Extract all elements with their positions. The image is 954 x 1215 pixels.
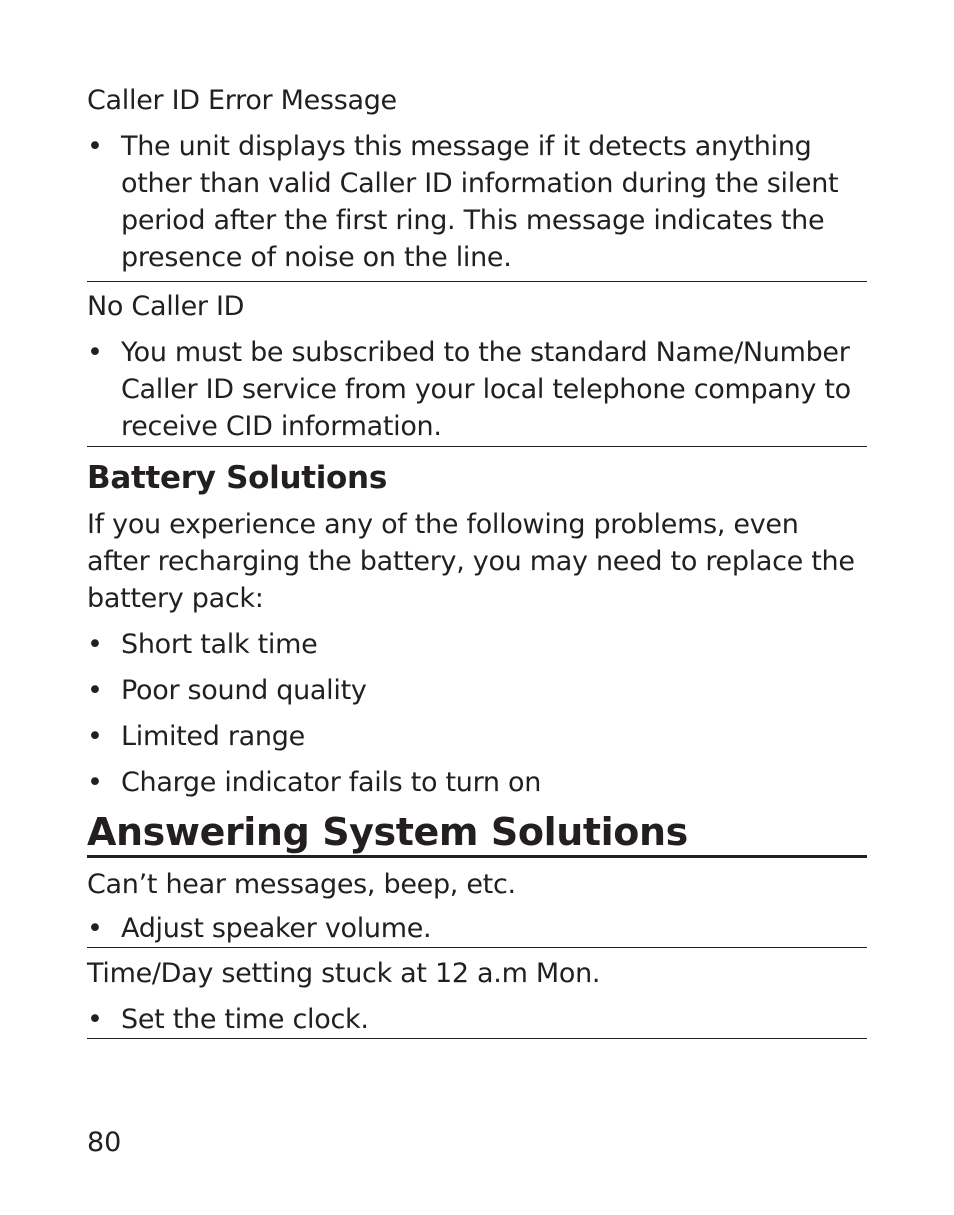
section-battery-solutions bbox=[87, 458, 867, 801]
bullet-list bbox=[87, 910, 867, 947]
bullet-list bbox=[87, 128, 867, 276]
section-divider bbox=[87, 281, 867, 282]
list-item-text: Short talk time bbox=[121, 629, 318, 660]
bullet-icon: • bbox=[87, 337, 103, 368]
list-item-text: You must be subscribed to the standard Name/Number Caller ID service from your local telephone company to receive CID information. bbox=[121, 337, 851, 442]
section-caller-id-error bbox=[87, 82, 867, 276]
bullet-list bbox=[87, 626, 867, 801]
list-item-text: Poor sound quality bbox=[121, 675, 367, 706]
section-divider bbox=[87, 947, 867, 948]
list-item bbox=[87, 718, 867, 755]
list-item bbox=[87, 1001, 867, 1038]
section-label: Caller ID Error Message bbox=[87, 85, 397, 116]
bullet-icon: • bbox=[87, 629, 103, 660]
list-item-text: The unit displays this message if it detects anything other than valid Caller ID information during the silent period after the first ring. This message indicates the presence of noise on the line. bbox=[121, 131, 839, 273]
bullet-icon: • bbox=[87, 913, 103, 944]
bullet-icon: • bbox=[87, 767, 103, 798]
manual-page-content bbox=[87, 82, 867, 1039]
list-item bbox=[87, 334, 867, 445]
section-divider bbox=[87, 1038, 867, 1039]
intro-paragraph: If you experience any of the following problems, even after recharging the battery, you may need to replace the battery pack: bbox=[87, 509, 855, 614]
answering-item bbox=[87, 955, 867, 1038]
list-item-text: Set the time clock. bbox=[121, 1004, 369, 1035]
bullet-list bbox=[87, 334, 867, 445]
bullet-list bbox=[87, 1001, 867, 1038]
section-no-caller-id bbox=[87, 288, 867, 445]
section-title: Answering System Solutions bbox=[87, 810, 688, 854]
answering-item bbox=[87, 866, 867, 947]
section-label: Can’t hear messages, beep, etc. bbox=[87, 869, 516, 900]
list-item-text: Limited range bbox=[121, 721, 305, 752]
section-answering-system-solutions bbox=[87, 809, 867, 1039]
bullet-icon: • bbox=[87, 675, 103, 706]
list-item bbox=[87, 764, 867, 801]
section-divider bbox=[87, 446, 867, 447]
section-label: No Caller ID bbox=[87, 291, 245, 322]
title-underline bbox=[87, 855, 867, 858]
section-label: Time/Day setting stuck at 12 a.m Mon. bbox=[87, 958, 601, 989]
list-item-text: Adjust speaker volume. bbox=[121, 913, 432, 944]
bullet-icon: • bbox=[87, 1004, 103, 1035]
page-number: 80 bbox=[87, 1127, 122, 1158]
list-item bbox=[87, 128, 867, 276]
bullet-icon: • bbox=[87, 721, 103, 752]
list-item-text: Charge indicator fails to turn on bbox=[121, 767, 542, 798]
list-item bbox=[87, 910, 867, 947]
list-item bbox=[87, 626, 867, 663]
section-title: Battery Solutions bbox=[87, 460, 387, 496]
bullet-icon: • bbox=[87, 131, 103, 162]
list-item bbox=[87, 672, 867, 709]
